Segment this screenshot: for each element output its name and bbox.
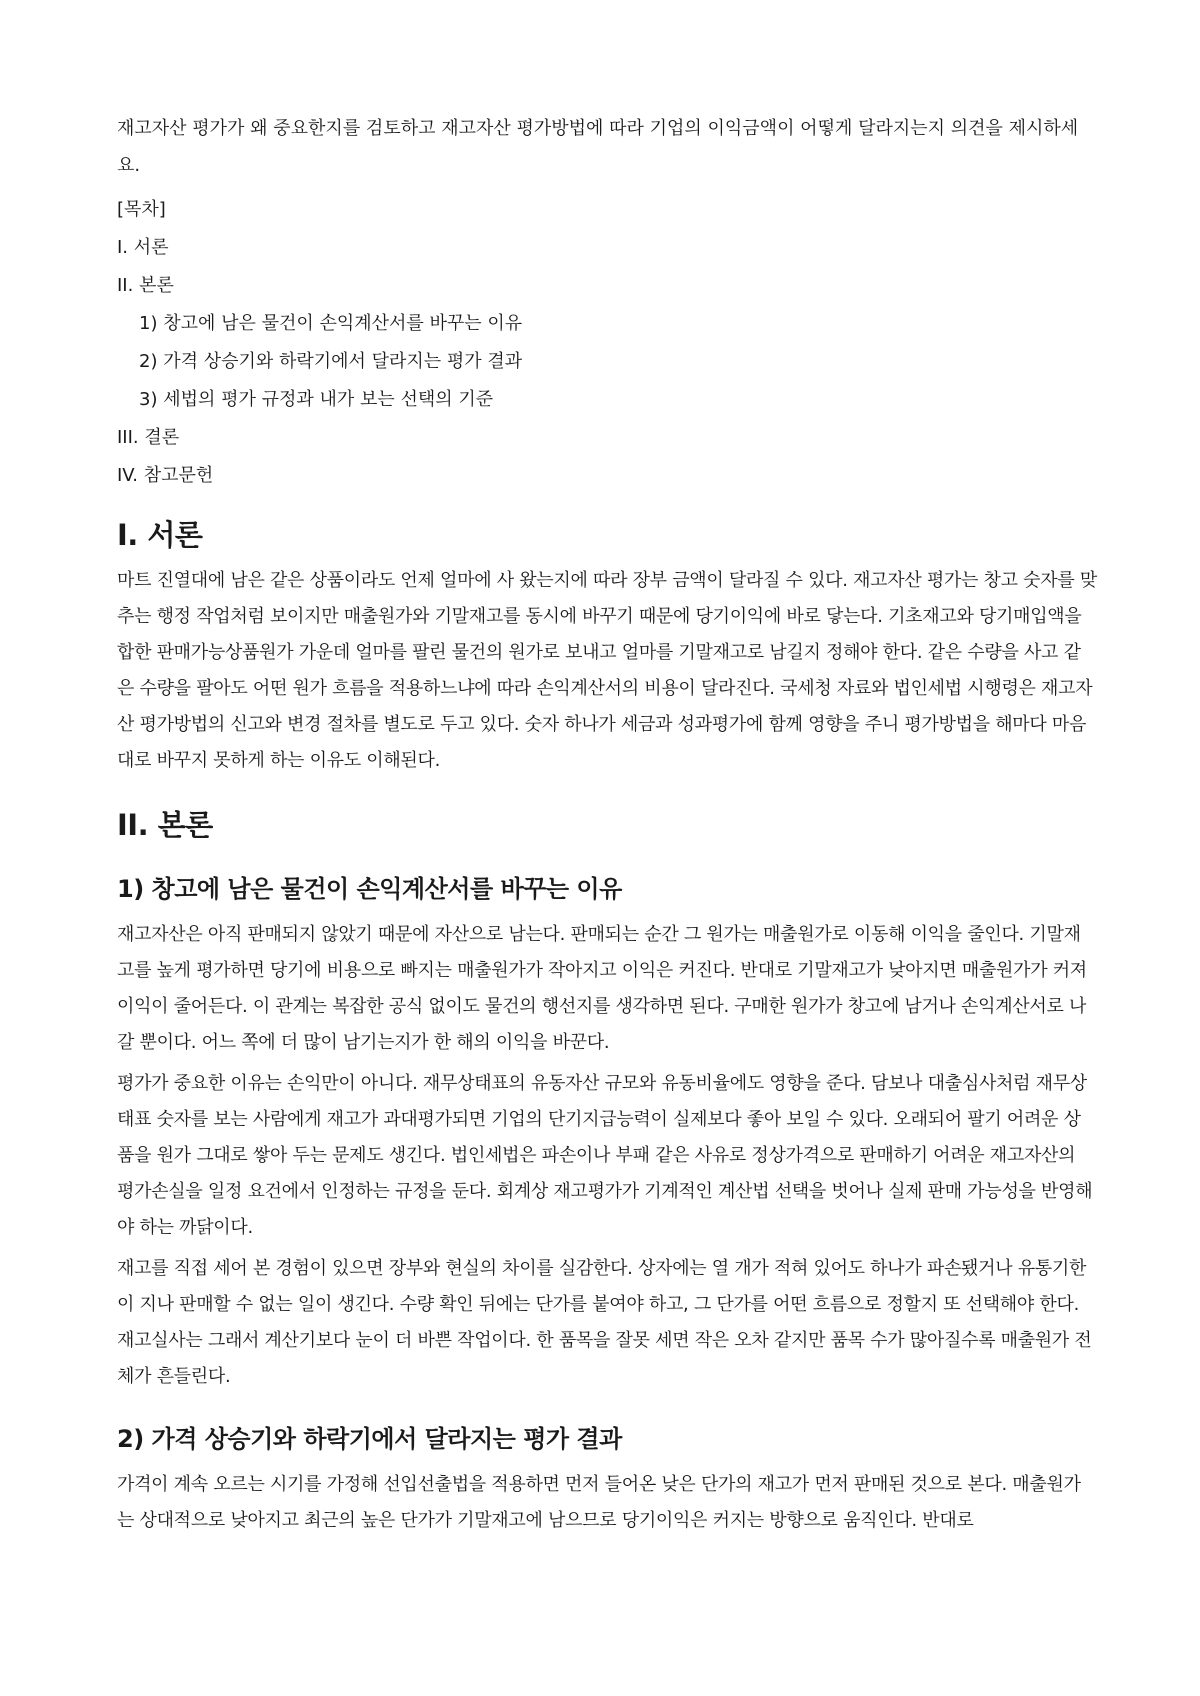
assignment-prompt: 재고자산 평가가 왜 중요한지를 검토하고 재고자산 평가방법에 따라 기업의 이익금액이 어떻게 달라지는지 의견을 제시하세요.	[117, 118, 1079, 176]
toc-item-references: IV. 참고문헌	[117, 465, 214, 486]
intro-paragraph: 마트 진열대에 남은 같은 상품이라도 언제 얼마에 사 왔는지에 따라 장부 금액이 달라질 수 있다. 재고자산 평가는 창고 숫자를 맞추는 행정 작업처럼 보이지만 매출원가와 기말재고를 동시에 바꾸기 때문에 당기이익에 바로 닿는다. 기초재고와 당기매입액을 합한 판매가능상품원가 가운데 얼마를 팔린 물건의 원가로 보내고 얼마를 기말재고로 남길지 정해야 한다. 같은 수량을 사고 같은 수량을 팔아도 어떤 원가 흐름을 적용하느냐에 따라 손익계산서의 비용이 달라진다. 국세청 자료와 법인세법 시행령은 재고자산 평가방법의 신고와 변경 절차를 별도로 두고 있다. 숫자 하나가 세금과 성과평가에 함께 영향을 주니 평가방법을 해마다 마음대로 바꾸지 못하게 하는 이유도 이해된다.	[117, 570, 1097, 771]
section2-paragraph-1: 가격이 계속 오르는 시기를 가정해 선입선출법을 적용하면 먼저 들어온 낮은 단가의 재고가 먼저 판매된 것으로 본다. 매출원가는 상대적으로 낮아지고 최근의 높은 단가가 기말재고에 남으므로 당기이익은 커지는 방향으로 움직인다. 반대로	[117, 1474, 1081, 1531]
toc-item-body-1: 1) 창고에 남은 물건이 손익계산서를 바꾸는 이유	[139, 313, 523, 334]
toc-item-body-2: 2) 가격 상승기와 하락기에서 달라지는 평가 결과	[139, 351, 523, 372]
toc-item-body-3: 3) 세법의 평가 규정과 내가 보는 선택의 기준	[139, 389, 494, 410]
toc-item-conclusion: III. 결론	[117, 427, 180, 448]
intro-heading: I. 서론	[117, 518, 203, 552]
toc-heading: [목차]	[117, 199, 166, 220]
body-heading: II. 본론	[117, 808, 213, 842]
section1-paragraph-1: 재고자산은 아직 판매되지 않았기 때문에 자산으로 남는다. 판매되는 순간 그 원가는 매출원가로 이동해 이익을 줄인다. 기말재고를 높게 평가하면 당기에 비용으로 빠지는 매출원가가 작아지고 이익은 커진다. 반대로 기말재고가 낮아지면 매출원가가 커져 이익이 줄어든다. 이 관계는 복잡한 공식 없이도 물건의 행선지를 생각하면 된다. 구매한 원가가 창고에 남거나 손익계산서로 나갈 뿐이다. 어느 쪽에 더 많이 남기는지가 한 해의 이익을 바꾼다.	[117, 924, 1087, 1053]
toc-item-body: II. 본론	[117, 275, 174, 296]
section1-paragraph-2: 평가가 중요한 이유는 손익만이 아니다. 재무상태표의 유동자산 규모와 유동비율에도 영향을 준다. 담보나 대출심사처럼 재무상태표 숫자를 보는 사람에게 재고가 과대평가되면 기업의 단기지급능력이 실제보다 좋아 보일 수 있다. 오래되어 팔기 어려운 상품을 원가 그대로 쌓아 두는 문제도 생긴다. 법인세법은 파손이나 부패 같은 사유로 정상가격으로 판매하기 어려운 재고자산의 평가손실을 일정 요건에서 인정하는 규정을 둔다. 회계상 재고평가가 기계적인 계산법 선택을 벗어나 실제 판매 가능성을 반영해야 하는 까닭이다.	[117, 1073, 1093, 1238]
section1-heading: 1) 창고에 남은 물건이 손익계산서를 바꾸는 이유	[117, 875, 622, 903]
toc-item-intro: I. 서론	[117, 237, 169, 258]
section2-heading: 2) 가격 상승기와 하락기에서 달라지는 평가 결과	[117, 1425, 622, 1453]
section1-paragraph-3: 재고를 직접 세어 본 경험이 있으면 장부와 현실의 차이를 실감한다. 상자에는 열 개가 적혀 있어도 하나가 파손됐거나 유통기한이 지나 판매할 수 없는 일이 생긴다. 수량 확인 뒤에는 단가를 붙여야 하고, 그 단가를 어떤 흐름으로 정할지 또 선택해야 한다. 재고실사는 그래서 계산기보다 눈이 더 바쁜 작업이다. 한 품목을 잘못 세면 작은 오차 같지만 품목 수가 많아질수록 매출원가 전체가 흔들린다.	[117, 1258, 1092, 1387]
table-of-contents	[117, 196, 1097, 489]
